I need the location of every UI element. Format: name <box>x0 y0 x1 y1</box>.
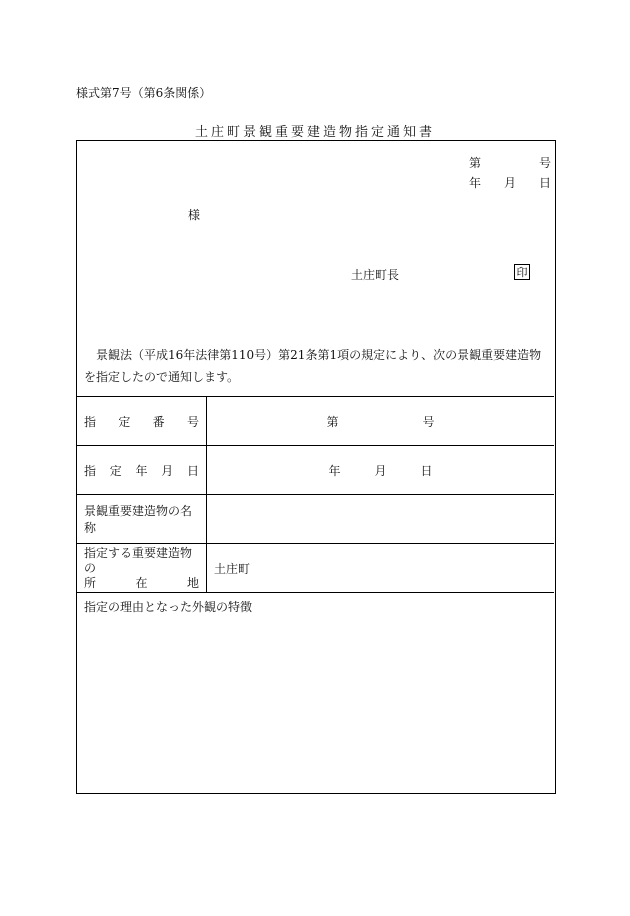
table-row-designation-date <box>77 446 554 495</box>
designation-number-label: 指 定 番 号 <box>84 414 199 429</box>
table-row-designation-number <box>77 397 554 446</box>
features-label: 指定の理由となった外観の特徴 <box>84 600 253 614</box>
notice-form-frame <box>76 140 556 794</box>
number-prefix: 第 <box>469 156 482 170</box>
designation-date-label: 指 定 年 月 日 <box>84 463 199 478</box>
number-suffix: 号 <box>538 156 551 170</box>
table-row-building-name <box>77 495 554 544</box>
addressee-suffix: 様 <box>188 208 201 222</box>
designation-number-value[interactable]: 第 号 <box>207 397 555 446</box>
issue-date-line <box>469 174 551 191</box>
table-row-location <box>77 544 554 593</box>
notice-body-text: 景観法（平成16年法律第110号）第21条第1項の規定により、次の景観重要建造物を指定したので通知します。 <box>84 348 542 384</box>
designation-date-value[interactable]: 年 月 日 <box>207 446 555 495</box>
features-field[interactable] <box>77 593 554 796</box>
sender-title: 土庄町長 <box>351 268 400 282</box>
date-year: 年 <box>469 176 482 190</box>
form-number-label: 様式第7号（第6条関係） <box>76 86 212 100</box>
table-row-features <box>77 593 554 796</box>
location-value[interactable]: 土庄町 <box>207 544 555 593</box>
document-number-line <box>469 154 551 171</box>
document-title: 土庄町景観重要建造物指定通知書 <box>194 125 435 140</box>
location-label: 指定する重要建造物の 所 在 地 <box>84 545 199 590</box>
seal-mark: 印 <box>514 264 530 280</box>
date-day: 日 <box>538 176 551 190</box>
building-name-label: 景観重要建造物の名称 <box>84 504 193 535</box>
designation-table <box>77 396 554 795</box>
building-name-value[interactable] <box>207 495 555 544</box>
date-month: 月 <box>503 176 516 190</box>
